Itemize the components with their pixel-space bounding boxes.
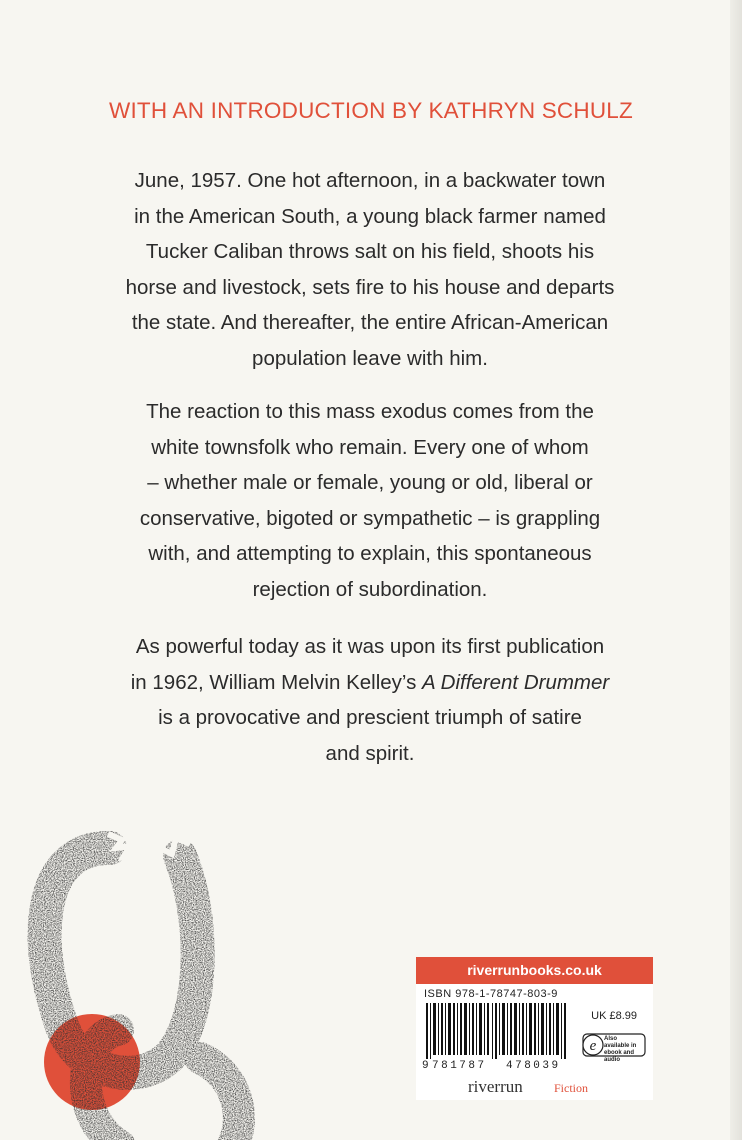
ebook-badge-label: Also available in ebook and audio [604, 1036, 637, 1063]
book-title: A Different Drummer [422, 670, 610, 694]
cover-edge [730, 0, 742, 1140]
blurb-line: Tucker Caliban throws salt on his field, shoots his [145, 240, 595, 263]
barcode-digits-left: 781787 [432, 1060, 487, 1072]
blurb-line: – whether male or female, young or old, liberal or [147, 471, 593, 494]
website-url[interactable]: riverrunbooks.co.uk [416, 957, 653, 984]
blurb-line: horse and livestock, sets fire to his house and departs [125, 275, 615, 299]
blurb-line: As powerful today as it was upon its first publication [135, 635, 605, 658]
blurb-line-text: in 1962, William Melvin Kelley’s [130, 670, 423, 694]
blurb-line: rejection of subordination. [252, 577, 488, 601]
blurb-line: conservative, bigoted or sympathetic – is grappling [139, 506, 601, 530]
blurb-line: The reaction to this mass exodus comes from the [146, 400, 594, 423]
blurb-line: and spirit. [325, 741, 415, 765]
price-label: UK £8.99 [591, 1010, 637, 1022]
blurb-paragraph-2 [86, 394, 654, 607]
barcode-image [424, 1003, 576, 1059]
ebook-audio-badge [582, 1031, 646, 1063]
svg-text:e: e [589, 1038, 597, 1054]
barcode-digits-right: 478039 [506, 1060, 561, 1072]
blurb-line: population leave with him. [252, 346, 488, 370]
barcode-panel [416, 957, 653, 1100]
blurb-paragraph-1 [86, 163, 654, 376]
blurb-line: in the American South, a young black farmer named [134, 204, 606, 228]
blurb-line: is a provocative and prescient triumph of satire [158, 706, 582, 729]
broken-chain-illustration [0, 826, 290, 1140]
introduction-credit: WITH AN INTRODUCTION BY KATHRYN SCHULZ [109, 98, 633, 123]
isbn-number: ISBN 978-1-78747-803-9 [424, 988, 558, 1000]
barcode-digit-first: 9 [422, 1060, 429, 1072]
blurb-line: white townsfolk who remain. Every one of whom [151, 435, 589, 459]
blurb-line: June, 1957. One hot afternoon, in a backwater town [134, 169, 606, 192]
publisher-logo: riverrun [468, 1077, 523, 1096]
blurb-line [86, 665, 654, 701]
blurb-line: the state. And thereafter, the entire African-American [131, 311, 609, 334]
blurb-line: with, and attempting to explain, this spontaneous [148, 542, 592, 565]
category-label: Fiction [554, 1081, 589, 1095]
blurb-paragraph-3 [86, 629, 654, 771]
